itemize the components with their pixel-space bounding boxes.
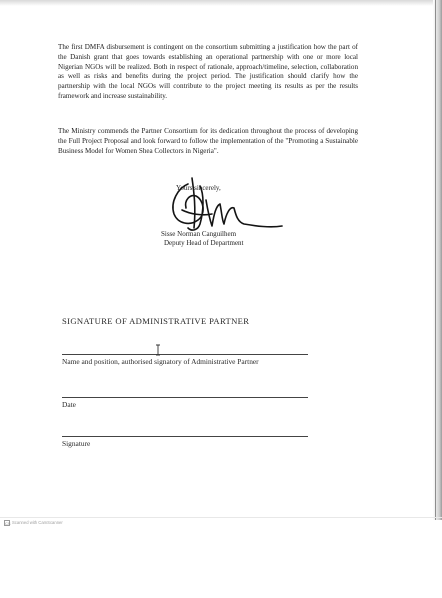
signatory-title: Deputy Head of Department xyxy=(164,239,244,247)
camscanner-icon: CS xyxy=(5,520,11,526)
camscanner-watermark xyxy=(4,519,63,526)
name-position-label: Name and position, authorised signatory of Administrative Partner xyxy=(62,357,259,366)
scan-right-edge xyxy=(433,0,442,520)
date-line xyxy=(62,397,308,398)
scan-top-shadow xyxy=(0,0,442,6)
paragraph-disbursement: The first DMFA disbursement is contingent on the consortium submitting a justification how the part of the Danish grant that goes towards establishing an operational partnership with one or more local Nigerian NGOs will be realized. Both in respect of rationale, approach/timeline, selection, collaboration as well as risks and benefits during the project period. The justification should clarify how the partnership with the local NGOs will contribute to the project meeting its results as per the results framework and increase sustainability. xyxy=(58,43,358,100)
name-position-line xyxy=(62,354,308,355)
paragraph-commendation: The Ministry commends the Partner Consortium for its dedication throughout the process of developing the Full Project Proposal and look forward to follow the implementation of the "Promoting a Sustainable Business Model for Women Shea Collectors in Nigeria". xyxy=(58,127,358,155)
page-bottom-edge xyxy=(0,517,442,518)
partner-signature-heading: SIGNATURE OF ADMINISTRATIVE PARTNER xyxy=(62,316,250,326)
text-cursor-icon xyxy=(154,344,162,356)
closing-salutation: Yours sincerely, xyxy=(176,184,221,192)
signature-line xyxy=(62,436,308,437)
date-label: Date xyxy=(62,400,76,409)
signature-label: Signature xyxy=(62,439,91,448)
signatory-name: Sisse Norman Canguilhem xyxy=(161,230,237,238)
camscanner-label: Scanned with CamScanner xyxy=(12,520,63,525)
